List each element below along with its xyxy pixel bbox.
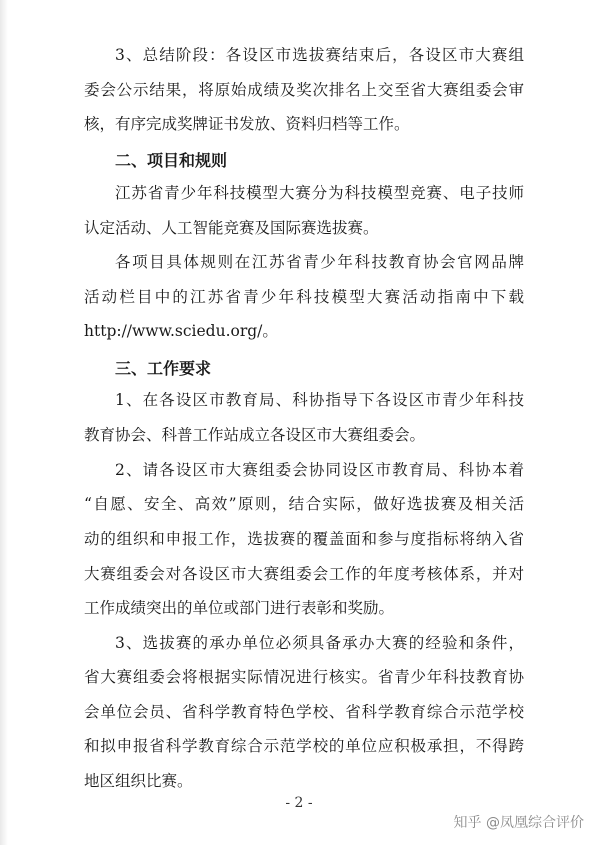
paragraph-line: 动的组织和申报工作，选拔赛的覆盖面和参与度指标将纳入省 — [84, 530, 524, 548]
paragraph-line: 大赛组委会对各设区市大赛组委会工作的年度考核体系，并对 — [84, 565, 524, 583]
paragraph-line: 2、请各设区市大赛组委会协同设区市教育局、科协本着 — [115, 461, 524, 479]
paragraph-line: 核，有序完成奖牌证书发放、资料归档等工作。 — [84, 115, 410, 133]
paragraph-line: http://www.sciedu.org/。 — [84, 322, 278, 340]
paragraph-line: 工作成绩突出的单位或部门进行表彰和奖励。 — [84, 599, 395, 617]
paragraph-line: 认定活动、人工智能竞赛及国际赛选拔赛。 — [84, 219, 379, 237]
paragraph-line: “自愿、安全、高效”原则，结合实际，做好选拔赛及相关活 — [84, 495, 524, 513]
paragraph-line: 省大赛组委会将根据实际情况进行核实。省青少年科技教育协 — [84, 668, 524, 686]
section-heading: 三、工作要求 — [115, 359, 212, 378]
paragraph-line: 1、在各设区市教育局、科协指导下各设区市青少年科技 — [115, 391, 524, 409]
section-heading: 二、项目和规则 — [115, 151, 228, 170]
paragraph-line: 和拟申报省科学教育综合示范学校的单位应积极承担，不得跨 — [84, 737, 524, 755]
paragraph-line: 3、选拔赛的承办单位必须具备承办大赛的经验和条件， — [115, 634, 524, 652]
paragraph-line: 会单位会员、省科学教育特色学校、省科学教育综合示范学校 — [84, 703, 524, 721]
paragraph-line: 江苏省青少年科技模型大赛分为科技模型竞赛、电子技师 — [115, 184, 524, 202]
page-number: - 2 - — [285, 795, 313, 811]
paragraph-line: 3、总结阶段：各设区市选拔赛结束后，各设区市大赛组 — [115, 46, 524, 64]
page-edge-shadow — [0, 0, 8, 845]
watermark: 知乎 @凤凰综合评价 — [453, 815, 584, 831]
paragraph-line: 委会公示结果，将原始成绩及奖次排名上交至省大赛组委会审 — [84, 81, 524, 99]
paragraph-line: 各项目具体规则在江苏省青少年科技教育协会官网品牌 — [115, 253, 524, 271]
paragraph-line: 教育协会、科普工作站成立各设区市大赛组委会。 — [84, 426, 426, 444]
paragraph-line: 地区组织比赛。 — [84, 772, 193, 790]
paragraph-line: 活动栏目中的江苏省青少年科技模型大赛活动指南中下载 — [84, 288, 524, 306]
